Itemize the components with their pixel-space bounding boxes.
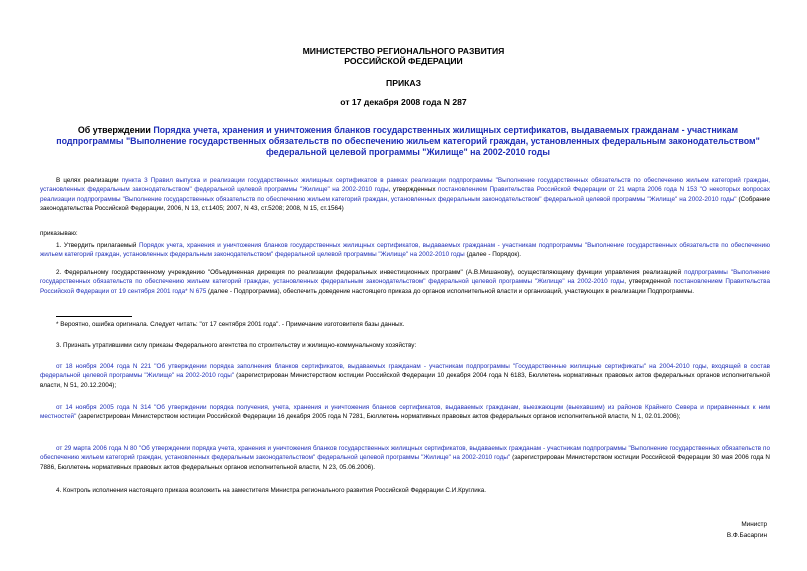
item-2-text-1: 2. Федеральному государственному учреждению "Объединенная дирекция по реализации федеральных инвестиционных программ" (А.В.Мишанову), осуществляющему функции управления реализацией	[56, 269, 685, 276]
repealed-order-3-link[interactable]: от 29 марта 2006 года N 80 "Об утверждении порядка учета, хранения и уничтожения бланков государственных жилищных сертификатов, выдаваемых гражданам - участникам подпрограммы "Выполнение государственных обязательств по обеспечению жильем категорий граждан, установленных федеральным законодательством" федеральной целевой программы "Жилище" на 2002-2010 годы"	[40, 445, 770, 462]
preamble-link-rules[interactable]: пункта 3 Правил выпуска и реализации государственных жилищных сертификатов в рамках реализации подпрограммы "Выполнение государственных обязательств по обеспечению жильем категорий граждан, установленных федеральным законодательством" федеральной целевой программы "Жилище" на 2002-2010 годы	[40, 177, 770, 194]
repealed-order-2	[40, 403, 770, 422]
ministry-name-line1: МИНИСТЕРСТВО РЕГИОНАЛЬНОГО РАЗВИТИЯ	[302, 46, 505, 56]
preamble-text-2: , утвержденных	[388, 186, 439, 194]
repealed-order-2-text: (зарегистрирован Министерством юстиции Российской Федерации 16 декабря 2005 года N 7281, Бюллетень нормативных правовых актов федеральных органов исполнительной власти, N 1, 02.01.2006);	[76, 413, 681, 421]
repealed-order-1-link[interactable]: от 18 ноября 2004 года N 221 "Об утверждении порядка заполнения бланков сертификатов, выдаваемых гражданам - участникам подпрограммы "Государственные жилищные сертификаты" на 2004-2010 годы, входящей в состав федеральной целевой программы "Жилище" на 2002-2010 годы"	[40, 363, 770, 380]
item-3-intro: 3. Признать утратившими силу приказы Федерального агентства по строительству и жилищно-коммунальному хозяйству:	[56, 342, 417, 349]
preamble-text-1: В целях реализации	[56, 177, 122, 184]
footnote-divider	[56, 316, 132, 317]
item-2-text-3: (далее - Подпрограмма), обеспечить доведение настоящего приказа до органов исполнительной власти и организаций, участвующих в реализации Подпрограммы.	[206, 287, 694, 295]
item-1-text-1: 1. Утвердить прилагаемый	[56, 242, 139, 249]
title-link[interactable]: Порядка учета, хранения и уничтожения бланков государственных жилищных сертификатов, выдаваемых гражданам - участникам подпрограммы "Выполнение государственных обязательств по обеспечению жильем категорий граждан, установленных федеральным законодательством" федеральной целевой программы "Жилище" на 2002-2010 годы	[56, 125, 760, 157]
item-2-paragraph	[40, 268, 770, 296]
preamble-link-resolution[interactable]: постановлением Правительства Российской Федерации от 21 марта 2006 года N 153 "О некоторых вопросах реализации подпрограммы "Выполнение государственных обязательств по обеспечению жильем категорий граждан, установленных федеральным законодательством" федеральной целевой программы "Жилище" на 2002-2010 годы"	[40, 186, 771, 203]
footnote: * Вероятно, ошибка оригинала. Следует читать: "от 17 сентября 2001 года". - Примечание изготовителя базы данных.	[56, 321, 405, 328]
item-4-paragraph: 4. Контроль исполнения настоящего приказа возложить на заместителя Министра регионального развития Российской Федерации С.И.Круглика.	[56, 487, 487, 494]
order-date: от 17 декабря 2008 года N 287	[340, 97, 467, 107]
order-label: ПРИКАЗ	[386, 78, 421, 88]
repealed-order-1	[40, 362, 770, 390]
repealed-order-3	[40, 444, 770, 472]
item-2-link-resolution[interactable]: постановлением Правительства Российской Федерации от 19 сентября 2001 года* N 675	[40, 278, 770, 295]
signature-name: В.Ф.Басаргин	[726, 532, 767, 539]
preamble-paragraph	[40, 176, 770, 214]
repealed-order-2-link[interactable]: от 14 ноября 2005 года N 314 "Об утверждении порядка получения, учета, хранения и уничтожения бланков сертификатов, выдаваемых гражданам, выезжающим (выехавшим) из районов Крайнего Севера и приравненных к ним местностей"	[40, 404, 770, 421]
preamble-text-3: (Собрание законодательства Российской Федерации, 2006, N 13, ст.1405; 2007, N 43, ст.5208; 2008, N 15, ст.1564)	[40, 195, 771, 213]
item-2-link-subprogram[interactable]: подпрограммы "Выполнение государственных обязательств по обеспечению жильем категорий граждан, установленных федеральным законодательством" федеральной целевой программы "Жилище" на 2002-2010 годы	[40, 269, 771, 286]
item-2-text-2: , утвержденной	[624, 278, 674, 286]
title-prefix: Об утверждении	[77, 125, 154, 135]
item-1-link-procedure[interactable]: Порядок учета, хранения и уничтожения бланков государственных жилищных сертификатов, выдаваемых гражданам - участникам подпрограммы "Выполнение государственных обязательств по обеспечению жильем категорий граждан, установленных федеральным законодательством" федеральной целевой программы "Жилище" на 2002-2010 годы	[40, 242, 770, 259]
order-word: приказываю:	[40, 230, 78, 237]
item-1-paragraph	[40, 241, 770, 260]
document-title	[52, 125, 764, 158]
ministry-name-line2: РОССИЙСКОЙ ФЕДЕРАЦИИ	[344, 56, 463, 66]
repealed-order-3-text: (зарегистрирован Министерством юстиции Российской Федерации 30 мая 2006 года N 7886, Бюллетень нормативных правовых актов федеральных органов исполнительной власти, N 23, 05.06.2006).	[40, 454, 771, 471]
item-1-text-2: (далее - Порядок).	[464, 251, 522, 259]
repealed-order-1-text: (зарегистрирован Министерством юстиции Российской Федерации 10 декабря 2004 года N 6183, Бюллетень нормативных правовых актов федеральных органов исполнительной власти, N 51, 20.12.2004);	[40, 372, 770, 389]
signature-position: Министр	[741, 521, 767, 528]
